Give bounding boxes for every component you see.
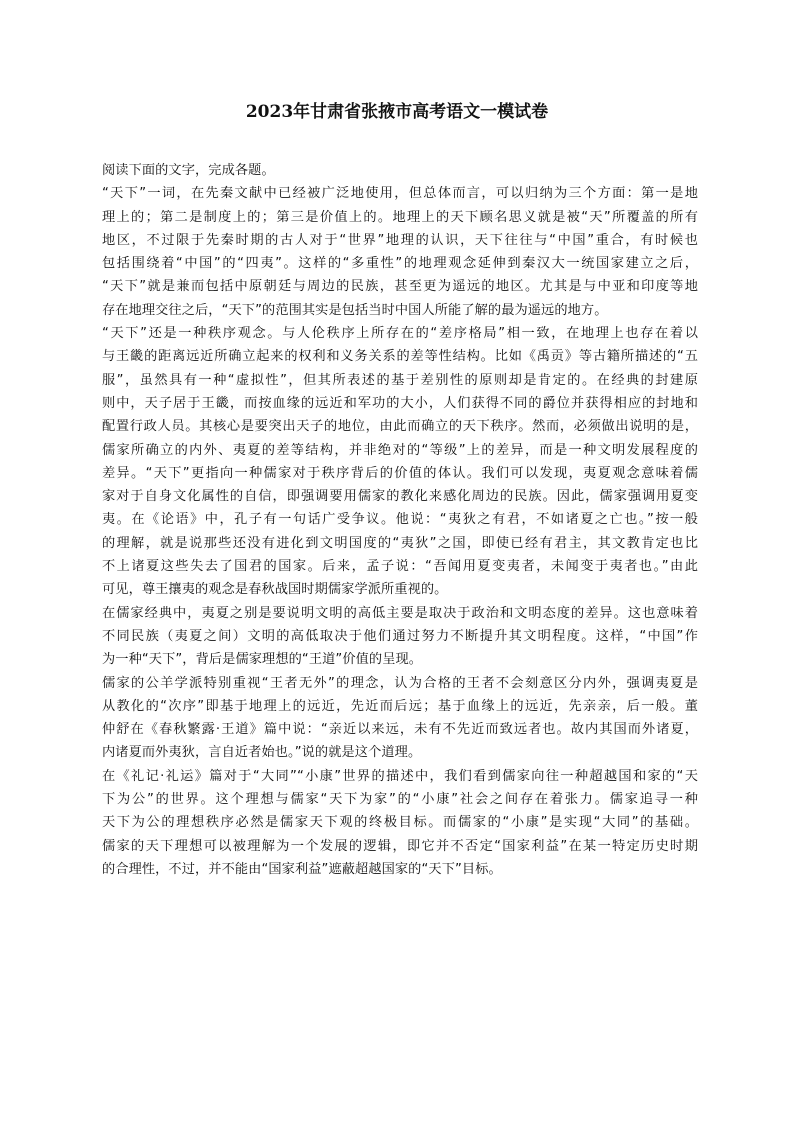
text-line: “天下”就是兼而包括中原朝廷与周边的民族，甚至更为遥远的地区。尤其是与中亚和印度等地 — [102, 279, 698, 295]
text-line: 在《礼记·礼运》篇对于“大同”“小康”世界的描述中，我们看到儒家向往一种超越国和家的“天 — [102, 768, 698, 784]
text-line: 地区，不过限于先秦时期的古人对于“世界”地理的认识，天下往往与“中国”重合，有时候也 — [102, 232, 698, 248]
text-line: 差异。“天下”更指向一种儒家对于秩序背后的价值的体认。我们可以发现，夷夏观念意味着儒 — [102, 465, 698, 481]
text-line: 不同民族（夷夏之间）文明的高低取决于他们通过努力不断提升其文明程度。这样，“中国”作 — [102, 628, 698, 644]
text-line: 可见，尊王攘夷的观念是春秋战国时期儒家学派所重视的。 — [102, 582, 448, 598]
text-line: 儒家所确立的内外、夷夏的差等结构，并非绝对的“等级”上的差异，而是一种文明发展程度的 — [102, 442, 698, 458]
text-line: 儒家的公羊学派特别重视“王者无外”的理念，认为合格的王者不会刻意区分内外，强调夷夏是 — [102, 675, 698, 691]
text-line: 家对于自身文化属性的自信，即强调要用儒家的教化来感化周边的民族。因此，儒家强调用夏变 — [102, 489, 698, 505]
text-line: 下为公”的世界。这个理想与儒家“天下为家”的“小康”社会之间存在着张力。儒家追寻一种 — [102, 792, 698, 808]
text-line: 在儒家经典中，夷夏之别是要说明文明的高低主要是取决于政治和文明态度的差异。这也意味着 — [102, 605, 698, 621]
text-line: 则中，天子居于王畿，而按血缘的远近和军功的大小，人们获得不同的爵位并获得相应的封地和 — [102, 395, 698, 411]
text-line: 仲舒在《春秋繁露·王道》篇中说：“亲近以来远，未有不先近而致远者也。故内其国而外诸夏， — [102, 722, 698, 738]
text-line: 存在地理交往之后，“天下”的范围其实是包括当时中国人所能了解的最为遥远的地方。 — [102, 302, 608, 318]
text-line: 儒家的天下理想可以被理解为一个发展的逻辑，即它并不否定“国家利益”在某一特定历史时期 — [102, 838, 698, 854]
text-line: 包括围绕着“中国”的“四夷”。这样的“多重性”的地理观念延伸到秦汉大一统国家建立之后， — [102, 256, 698, 272]
text-line: 的理解，就是说那些还没有进化到文明国度的“夷狄”之国，即使已经有君主，其文教肯定也比 — [102, 535, 698, 551]
text-line: 与王畿的距离远近所确立起来的权利和义务关系的差等性结构。比如《禹贡》等古籍所描述的“五 — [102, 349, 698, 365]
text-line: 为一种“天下”，背后是儒家理想的“王道”价值的呈现。 — [102, 652, 423, 668]
text-line: 天下为公的理想秩序必然是儒家天下观的终极目标。而儒家的“小康”是实现“大同”的基础。 — [102, 815, 698, 831]
text-line: 理上的；第二是制度上的；第三是价值上的。地理上的天下顾名思义就是被“天”所覆盖的所有 — [102, 209, 698, 225]
text-line: 不上诸夏这些失去了国君的国家。后来，孟子说：“吾闻用夏变夷者，未闻变于夷者也。”由此 — [102, 559, 698, 575]
text-line: 内诸夏而外夷狄，言自近者始也。”说的就是这个道理。 — [102, 745, 422, 761]
text-line: 阅读下面的文字，完成各题。 — [102, 163, 275, 178]
text-line: 夷。在《论语》中，孔子有一句话广受争议。他说：“夷狄之有君，不如诸夏之亡也。”按一般 — [102, 512, 698, 528]
document-title: 2023年甘肃省张掖市高考语文一模试卷 — [245, 102, 549, 122]
text-line: “天下”还是一种秩序观念。与人伦秩序上所存在的“差序格局”相一致，在地理上也存在着以 — [102, 326, 698, 342]
text-line: 的合理性，不过，并不能由“国家利益”遮蔽超越国家的“天下”目标。 — [102, 861, 502, 877]
text-line: 服”，虽然具有一种“虚拟性”，但其所表述的基于差别性的原则却是肯定的。在经典的封建原 — [102, 372, 698, 388]
text-line: 配置行政人员。其核心是要突出天子的地位，由此而确立的天下秩序。然而，必须做出说明的是， — [102, 419, 698, 435]
text-line: “天下”一词，在先秦文献中已经被广泛地使用，但总体而言，可以归纳为三个方面：第一是地 — [102, 186, 698, 202]
document-body — [102, 159, 698, 881]
text-line: 从教化的“次序”即基于地理上的远近，先近而后远；基于血缘上的远近，先亲亲，后一般。董 — [102, 698, 698, 714]
